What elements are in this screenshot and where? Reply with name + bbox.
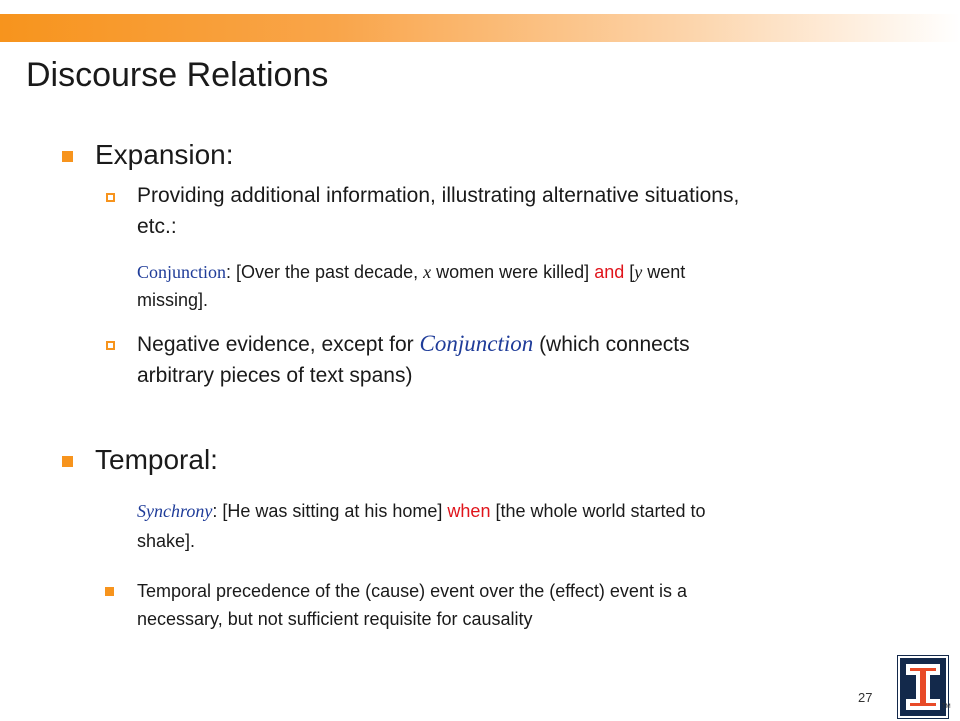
illinois-block-i-icon [898,656,948,718]
example-text: went [642,262,686,282]
sub2-text: (which connects [533,333,690,356]
bullet-hollow-square-icon [106,193,115,202]
example-text: [ [624,262,635,282]
bullet-square-icon [62,456,73,467]
expansion-sub1-line1: Providing additional information, illustrating alternative situations, [137,184,740,207]
temporal-note-line2: necessary, but not sufficient requisite for causality [137,609,533,629]
expansion-heading: Expansion: [95,139,234,170]
slide-title: Discourse Relations [26,56,329,94]
header-gradient-bar [0,14,960,42]
conjunction-example-line1 [137,258,685,286]
expansion-sub2-line2: arbitrary pieces of text spans) [137,364,413,387]
relation-label: Synchrony [137,501,213,521]
bullet-square-icon [105,587,114,596]
temporal-heading: Temporal: [95,444,218,475]
bullet-hollow-square-icon [106,341,115,350]
bullet-square-icon [62,151,73,162]
page-number: 27 [858,690,873,705]
connective: and [594,262,625,282]
conjunction-example-line2: missing]. [137,290,209,310]
illinois-block-i-icon [900,658,946,716]
expansion-sub2-line1 [137,328,690,360]
relation-label: Conjunction [137,262,226,282]
example-text: [the whole world started to [490,501,706,521]
synchrony-example-line1 [137,497,706,525]
synchrony-example-line2: shake]. [137,531,196,551]
example-text: women were killed] [431,262,595,282]
connective: when [447,501,491,521]
example-text: : [Over the past decade, [226,262,424,282]
temporal-note-line1: Temporal precedence of the (cause) event over the (effect) event is a [137,581,687,601]
relation-label: Conjunction [419,331,534,356]
variable-y: y [634,262,643,282]
trademark-mark: TM [942,704,951,710]
example-text: : [He was sitting at his home] [212,501,448,521]
sub2-text: Negative evidence, except for [137,333,420,356]
variable-x: x [423,262,432,282]
expansion-sub1-line2: etc.: [137,215,177,238]
